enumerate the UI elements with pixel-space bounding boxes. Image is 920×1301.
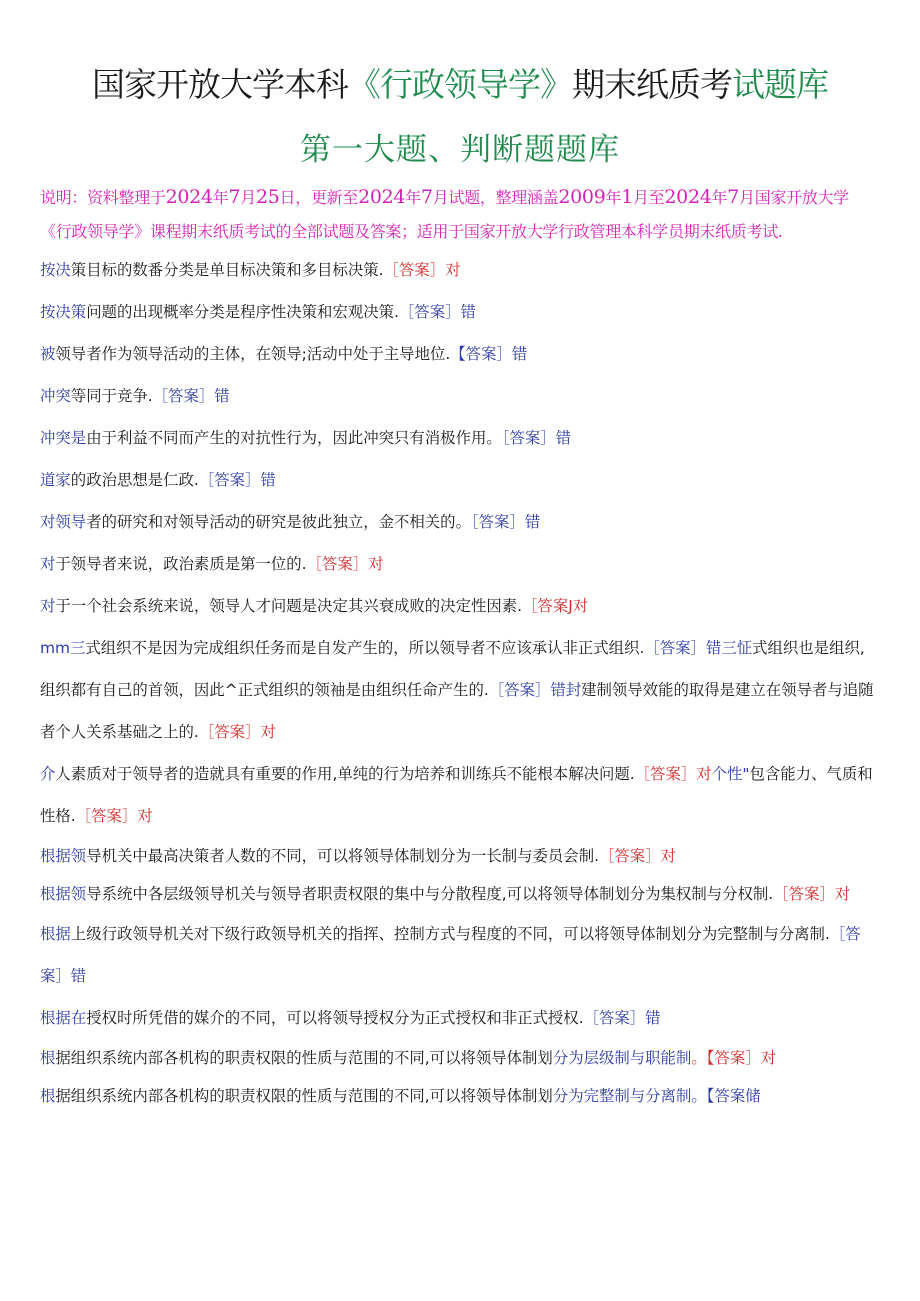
intro-text: 说明：资料整理于 <box>40 188 166 207</box>
intro-note <box>40 180 880 249</box>
intro-text: 年 <box>405 188 421 207</box>
intro-text: 年 <box>605 188 622 207</box>
question-lead: 按决 <box>40 261 71 279</box>
question-item <box>40 1077 880 1115</box>
question-text: 者的研究和对领导活动的研究是彼此独立，金不相关的。 <box>86 513 471 531</box>
intro-number: 7 <box>228 186 241 208</box>
answer-label: ［答案］错 <box>501 429 572 447</box>
title-course-name: 《行政领导学》 <box>348 65 572 104</box>
question-lead: 错封 <box>550 681 582 699</box>
question-text-end: 。 <box>691 1087 707 1105</box>
title-part-1: 国家开放大学本科 <box>92 65 348 104</box>
question-text: 于一个社会系统来说，领导人才问题是决定其兴衰成败的决定性因素. <box>55 597 523 615</box>
title-part-3: 期末纸质考 <box>572 65 732 104</box>
answer-label: 【答案］错 <box>450 345 528 363</box>
question-text: 式组织也是组织,组织都有自己的首领，因此^正式组织的领袖是由组织任命产生的. <box>40 639 865 699</box>
question-lead: 根据在 <box>40 1009 87 1027</box>
answer-label: ［答案］错 <box>470 513 541 531</box>
question-item <box>40 417 880 459</box>
intro-number: 7 <box>727 186 740 208</box>
question-text: 由于利益不同而产生的对抗性行为，因此冲突只有消极作用。 <box>86 429 502 447</box>
question-item <box>40 459 880 501</box>
answer-label: ［答案］对 <box>306 555 384 573</box>
question-item <box>40 875 880 913</box>
intro-number: 2024 <box>358 186 406 208</box>
question-lead: 根 <box>40 1087 56 1105</box>
intro-text: 月 <box>240 188 256 207</box>
intro-number: 2024 <box>165 186 213 208</box>
question-lead: 个性" <box>711 765 750 783</box>
question-lead: 对 <box>40 597 56 615</box>
answer-label: ［答案］对 <box>773 885 851 903</box>
question-item <box>40 913 880 997</box>
question-text-end: 。 <box>691 1049 707 1067</box>
question-paragraph <box>40 627 880 753</box>
question-lead: 被 <box>40 345 56 363</box>
question-lead: 根据 <box>40 925 71 943</box>
question-lead: 冲突是 <box>40 429 87 447</box>
answer-label: ［答案］对 <box>598 847 676 865</box>
question-text: 的政治思想是仁政. <box>70 471 199 489</box>
question-text: 式组织不是因为完成组织任务而是自发产生的，所以领导者不应该承认非正式组织. <box>85 639 645 657</box>
intro-text: 月国家开放大学《行政领导学》课程期末纸质考试的全部试题及答案；适用于国家开放大学行政管理本科学员期末纸质考试. <box>40 188 849 241</box>
intro-text: 月至 <box>632 188 665 207</box>
question-lead: mm三 <box>40 639 86 657</box>
question-text: 策目标的数番分类是单目标决策和多目标决策. <box>70 261 384 279</box>
question-text: 授权时所凭借的媒介的不同，可以将领导授权分为正式授权和非正式授权. <box>86 1009 584 1027</box>
question-text: 上级行政领导机关对下级行政领导机关的指挥、控制方式与程度的不同，可以将领导体制划分为完整制与分离制. <box>70 925 830 943</box>
question-text-highlight: 分为完整制与分离制 <box>552 1087 692 1105</box>
question-lead: 冲突 <box>40 387 71 405</box>
question-item <box>40 375 880 417</box>
intro-text: 日，更新至 <box>279 188 359 207</box>
question-text: 等同于竞争. <box>70 387 153 405</box>
question-text: 人素质对于领导者的造就具有重要的作用,单纯的行为培养和训练兵不能根本解决问题. <box>55 765 635 783</box>
question-text: 据组织系统内部各机构的职责权限的性质与范围的不同,可以将领导体制划 <box>55 1049 553 1067</box>
question-lead: 错三怔 <box>705 639 753 657</box>
question-lead: 根 <box>40 1049 56 1067</box>
question-item <box>40 501 880 543</box>
question-item <box>40 333 880 375</box>
question-text: 于领导者来说，政治素质是第一位的. <box>55 555 307 573</box>
intro-number: 7 <box>420 186 433 208</box>
intro-number: 2024 <box>664 186 712 208</box>
question-text: 领导者作为领导活动的主体，在领导;活动中处于主导地位. <box>55 345 451 363</box>
intro-number: 25 <box>255 186 280 208</box>
question-text: 据组织系统内部各机构的职责权限的性质与范围的不同,可以将领导体制划 <box>55 1087 553 1105</box>
question-text: 问题的出现概率分类是程序性决策和宏观决策. <box>86 303 399 321</box>
question-text: 导系统中各层级领导机关与领导者职责权限的集中与分散程度,可以将领导体制划分为集权制与分权制. <box>86 885 774 903</box>
answer-label: ［答案］错 <box>398 303 476 321</box>
question-item <box>40 585 880 627</box>
question-text: 建制领导效能的取得是建立在领导者与追随者个人关系基础之上的. <box>40 681 874 741</box>
question-paragraph <box>40 753 880 837</box>
question-lead: 根据领 <box>40 885 87 903</box>
document-title <box>40 0 880 108</box>
question-lead: 对领导 <box>40 513 87 531</box>
answer-label: ［答案］对 <box>198 723 276 741</box>
question-item <box>40 249 880 291</box>
question-lead: 对 <box>40 555 56 573</box>
title-part-4: 试题库 <box>732 65 828 104</box>
question-item <box>40 291 880 333</box>
answer-label: ［答案］对 <box>383 261 461 279</box>
answer-label: ［答案］ <box>644 639 706 657</box>
question-text: 包含能力、气质和性格. <box>40 765 873 825</box>
answer-label: ［答案］对 <box>75 807 153 825</box>
question-lead: 介 <box>40 765 56 783</box>
question-text-highlight: 分为层级制与职能制 <box>552 1049 692 1067</box>
question-lead: 道家 <box>40 471 71 489</box>
answer-label: ［答案］对 <box>634 765 712 783</box>
question-lead: 按决策 <box>40 303 87 321</box>
answer-label: 【答案储 <box>706 1087 761 1105</box>
intro-number: 2009 <box>558 186 606 208</box>
answer-label: ［答案J对 <box>522 597 589 615</box>
intro-text: 月试题，整理涵盖 <box>432 188 559 207</box>
section-title: 第一大题、判断题题库 <box>300 132 620 168</box>
question-text: 导机关中最高决策者人数的不同，可以将领导体制划分为一长制与委员会制. <box>86 847 599 865</box>
answer-label: ［答案］错 <box>583 1009 661 1027</box>
answer-label: ［答案］错 <box>198 471 276 489</box>
question-item <box>40 1039 880 1077</box>
intro-number: 1 <box>621 186 633 208</box>
question-item <box>40 543 880 585</box>
answer-label: ［答案］错 <box>152 387 230 405</box>
intro-text: 年 <box>212 188 229 207</box>
intro-text: 年 <box>711 188 728 207</box>
answer-label: ［答案］错 <box>40 925 861 985</box>
answer-label: ［答案］ <box>488 681 551 699</box>
answer-label: 【答案］对 <box>706 1049 777 1067</box>
question-item <box>40 837 880 875</box>
question-lead: 根据领 <box>40 847 87 865</box>
question-item <box>40 997 880 1039</box>
